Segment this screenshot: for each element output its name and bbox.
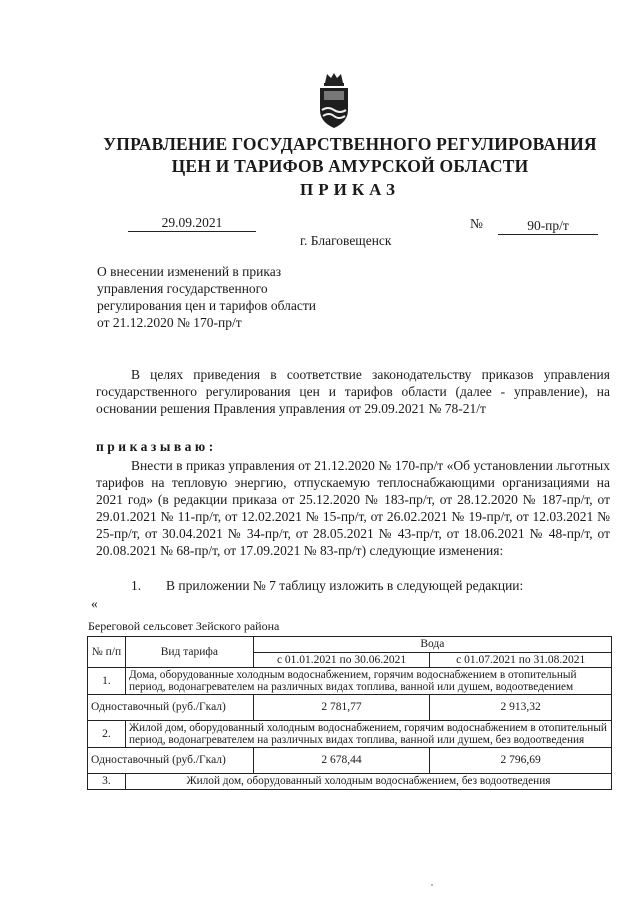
consumer-category: Жилой дом, оборудованный холодным водоснабжением, горячим водоснабжением в отопительный период, водонагревателем на различных видах топлива, ванной или душем, без водоотведения: [125, 721, 611, 748]
table-row: [88, 695, 612, 721]
table-row: [88, 748, 612, 774]
order-subject: О внесении изменений в приказ управления государственного регулирования цен и тарифов области от 21.12.2020 № 170-пр/т: [97, 264, 316, 330]
order-word: приказываю:: [96, 439, 217, 454]
rate-label: Одноставочный (руб./Гкал): [88, 695, 254, 721]
row-num: 3.: [88, 774, 126, 790]
rate-value-period-1: 2 678,44: [253, 748, 430, 774]
consumer-category: Дома, оборудованные холодным водоснабжением, горячим водоснабжением в отопительный период, водонагревателем на различных видах топлива, ванной или душем, водоотведением: [125, 668, 611, 695]
rate-label: Одноставочный (руб./Гкал): [88, 748, 254, 774]
order-number: 90-пр/т: [498, 217, 598, 235]
org-line-2: ЦЕН И ТАРИФОВ АМУРСКОЙ ОБЛАСТИ: [171, 156, 529, 176]
tariff-table: [87, 636, 612, 790]
row-num: 1.: [88, 668, 126, 695]
header-period-2: с 01.07.2021 по 31.08.2021: [430, 652, 612, 668]
preamble-paragraph: В целях приведения в соответствие законодательству приказов управления государственного регулирования цен и тарифов области (далее - управление), на основании решения Правления управления от 29.09.2021 № 78-21/т: [96, 367, 610, 416]
order-date: 29.09.2021: [128, 214, 256, 232]
item-1-text: В приложении № 7 таблицу изложить в следующей редакции:: [166, 578, 524, 593]
coat-of-arms-icon: [314, 72, 354, 130]
amendment-paragraph: Внести в приказ управления от 21.12.2020 № 170-пр/т «Об установлении льготных тарифов на тепловую энергию, отпускаемую теплоснабжающими организациями на 2021 год» (в редакции приказа от 25.12.2020 № 183-пр/т, от 28.12.2020 № 187-пр/т, от 29.01.2021 № 11-пр/т, от 12.02.2021 № 15-пр/т, от 26.02.2021 № 19-пр/т, от 12.03.2021 № 25-пр/т, от 30.04.2021 № 34-пр/т, от 28.05.2021 № 43-пр/т, от 18.06.2021 № 48-пр/т, от 20.08.2021 № 68-пр/т, от 17.09.2021 № 83-пр/т) следующие изменения:: [96, 458, 610, 558]
table-row: [88, 668, 612, 695]
row-num: 2.: [88, 721, 126, 748]
consumer-category: Жилой дом, оборудованный холодным водоснабжением, без водоотведения: [125, 774, 611, 790]
rate-value-period-2: 2 796,69: [430, 748, 612, 774]
table-caption: Береговой сельсовет Зейского района: [88, 619, 280, 633]
header-period-1: с 01.01.2021 по 30.06.2021: [253, 652, 430, 668]
rate-value-period-2: 2 913,32: [430, 695, 612, 721]
table-row: [88, 774, 612, 790]
number-sign: №: [470, 216, 483, 231]
header-water: Вода: [253, 637, 611, 653]
open-quote: «: [91, 596, 98, 611]
org-line-1: УПРАВЛЕНИЕ ГОСУДАРСТВЕННОГО РЕГУЛИРОВАНИЯ: [103, 134, 597, 154]
item-1-number: 1.: [131, 578, 142, 593]
scan-speck: [431, 884, 433, 886]
city: г. Благовещенск: [300, 233, 392, 248]
organization-name: [60, 133, 640, 177]
rate-value-period-1: 2 781,77: [253, 695, 430, 721]
table-header-row: [88, 637, 612, 653]
header-num: № п/п: [88, 637, 126, 668]
document-type: ПРИКАЗ: [300, 180, 400, 199]
table-row: [88, 721, 612, 748]
header-tariff-type: Вид тарифа: [125, 637, 253, 668]
